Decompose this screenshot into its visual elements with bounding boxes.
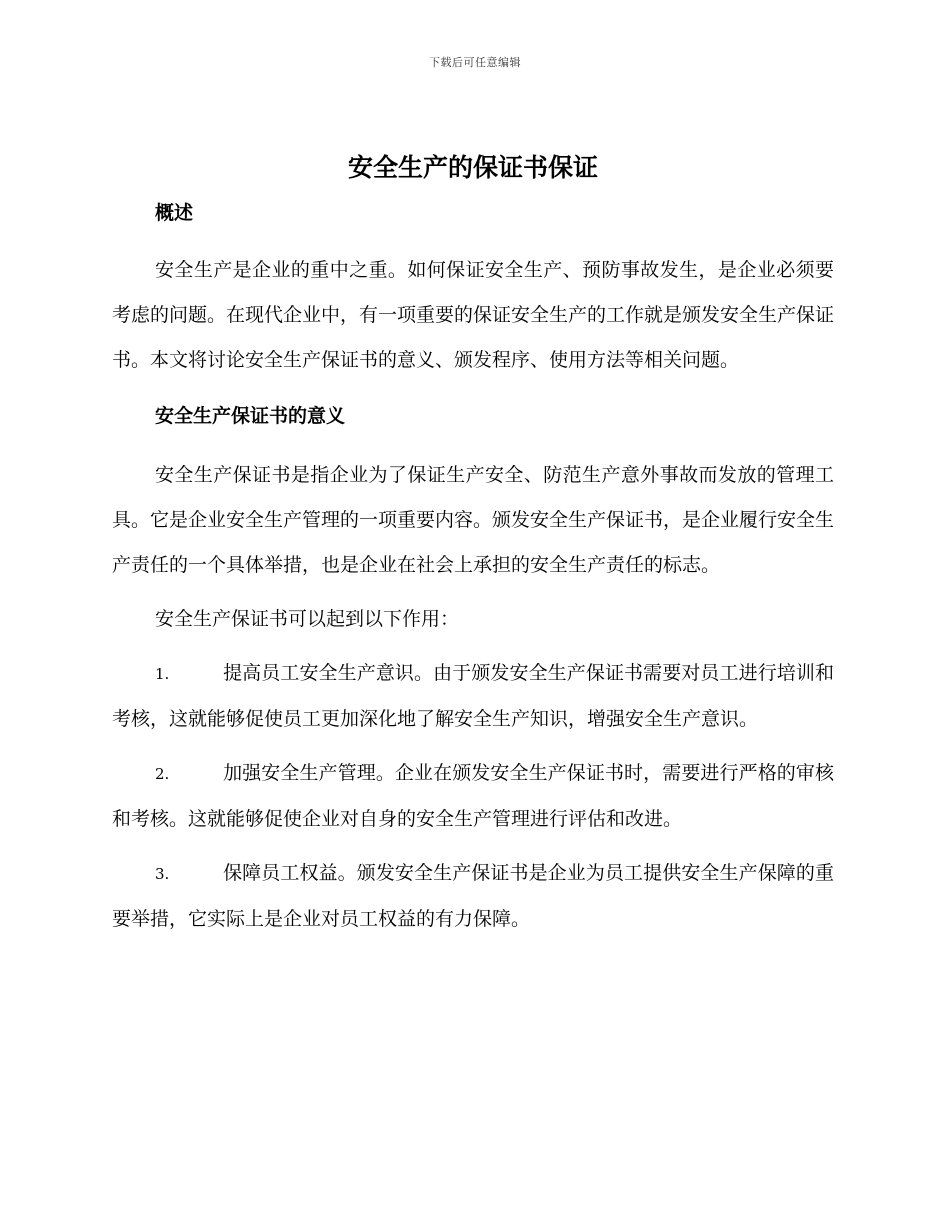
list-item	[112, 851, 834, 942]
header-note: 下载后可任意编辑	[429, 56, 521, 69]
section-heading: 安全生产保证书的意义	[155, 405, 346, 427]
list-number: 3.	[155, 865, 170, 883]
benefit-list	[112, 651, 834, 942]
section-heading: 概述	[155, 202, 194, 224]
paragraph: 安全生产保证书是指企业为了保证生产安全、防范生产意外事故而发放的管理工具。它是企业安全生产管理的一项重要内容。颁发安全生产保证书，是企业履行安全生产责任的一个具体举措，也是企业在社会上承担的安全生产责任的标志。	[112, 464, 835, 576]
list-item-text: 提高员工安全生产意识。由于颁发安全生产保证书需要对员工进行培训和考核，这就能够促使员工更加深化地了解安全生产知识，增强安全生产意识。	[112, 662, 834, 730]
document-title: 安全生产的保证书保证	[347, 153, 598, 182]
paragraph: 安全生产是企业的重中之重。如何保证安全生产、预防事故发生，是企业必须要考虑的问题。在现代企业中，有一项重要的保证安全生产的工作就是颁发安全生产保证书。本文将讨论安全生产保证书的意义、颁发程序、使用方法等相关问题。	[112, 259, 835, 371]
list-item-text: 保障员工权益。颁发安全生产保证书是企业为员工提供安全生产保障的重要举措，它实际上是企业对员工权益的有力保障。	[112, 862, 834, 930]
section-overview	[112, 198, 834, 383]
list-number: 1.	[155, 665, 170, 683]
paragraph: 安全生产保证书可以起到以下作用：	[155, 608, 460, 630]
list-item-text: 加强安全生产管理。企业在颁发安全生产保证书时，需要进行严格的审核和考核。这就能够促使企业对自身的安全生产管理进行评估和改进。	[112, 762, 834, 830]
section-significance	[112, 401, 834, 942]
document-body	[112, 148, 834, 942]
list-item	[112, 651, 834, 742]
list-number: 2.	[155, 765, 170, 783]
list-item	[112, 751, 834, 842]
